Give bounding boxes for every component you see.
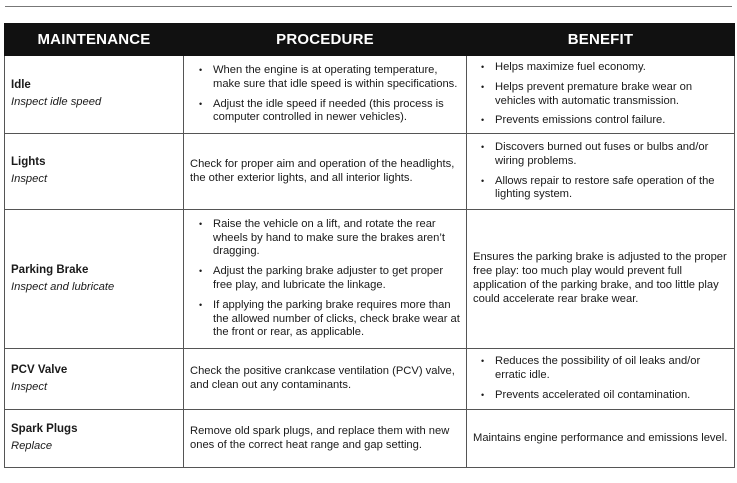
- table-row: [5, 56, 735, 134]
- header-procedure: PROCEDURE: [184, 24, 467, 56]
- maintenance-cell: [5, 210, 184, 349]
- procedure-bullet: • Adjust the parking brake adjuster to get proper free play, and lubricate the linkage.: [213, 265, 460, 293]
- maintenance-action: Inspect: [11, 173, 48, 185]
- benefit-bullet: • Helps maximize fuel economy.: [495, 61, 728, 75]
- procedure-cell: Check for proper aim and operation of the headlights, the other exterior lights, and all interior lights.: [184, 134, 467, 210]
- benefit-cell: Ensures the parking brake is adjusted to the proper free play: too much play would prevent full application of the parking brake, and too little play could accelerate rear brake wear.: [467, 210, 735, 349]
- maintenance-cell: [5, 134, 184, 210]
- benefit-bullet: • Discovers burned out fuses or bulbs and/or wiring problems.: [495, 141, 728, 169]
- benefit-cell: [467, 134, 735, 210]
- maintenance-item: Spark Plugs: [11, 423, 78, 436]
- procedure-bullet: • Raise the vehicle on a lift, and rotate the rear wheels by hand to make sure the brakes aren’t dragging.: [213, 218, 460, 259]
- procedure-bullet: • When the engine is at operating temperature, make sure that idle speed is within specifications.: [213, 64, 460, 92]
- benefit-cell: Maintains engine performance and emissions level.: [467, 410, 735, 468]
- maintenance-item: Idle: [11, 79, 31, 92]
- procedure-cell: Check the positive crankcase ventilation (PCV) valve, and clean out any contaminants.: [184, 349, 467, 410]
- benefit-bullet: • Prevents accelerated oil contamination.: [495, 389, 728, 403]
- procedure-cell: [184, 56, 467, 134]
- top-rule: [5, 6, 732, 7]
- table-row: [5, 410, 735, 468]
- procedure-cell: Remove old spark plugs, and replace them with new ones of the correct heat range and gap setting.: [184, 410, 467, 468]
- benefit-bullet: • Reduces the possibility of oil leaks and/or erratic idle.: [495, 355, 728, 383]
- header-maintenance: MAINTENANCE: [5, 24, 184, 56]
- benefit-bullet: • Allows repair to restore safe operation of the lighting system.: [495, 175, 728, 203]
- procedure-cell: [184, 210, 467, 349]
- table-row: [5, 349, 735, 410]
- maintenance-action: Replace: [11, 440, 53, 452]
- procedure-bullet: • If applying the parking brake requires more than the allowed number of clicks, check brake wear at the front or rear, as applicable.: [213, 299, 460, 340]
- table-row: [5, 134, 735, 210]
- maintenance-action: Inspect idle speed: [11, 96, 102, 108]
- benefit-bullet: • Helps prevent premature brake wear on vehicles with automatic transmission.: [495, 81, 728, 109]
- maintenance-table: [4, 23, 735, 468]
- header-benefit: BENEFIT: [467, 24, 735, 56]
- benefit-cell: [467, 56, 735, 134]
- maintenance-cell: [5, 349, 184, 410]
- maintenance-item: Parking Brake: [11, 263, 89, 276]
- maintenance-action: Inspect and lubricate: [11, 280, 115, 293]
- maintenance-cell: [5, 410, 184, 468]
- benefit-bullet: • Prevents emissions control failure.: [495, 114, 728, 128]
- header-row: [5, 24, 735, 56]
- maintenance-action: Inspect: [11, 380, 48, 393]
- maintenance-item: PCV Valve: [11, 363, 68, 376]
- table-row: [5, 210, 735, 349]
- benefit-cell: [467, 349, 735, 410]
- maintenance-item: Lights: [11, 156, 46, 169]
- maintenance-cell: [5, 56, 184, 134]
- procedure-bullet: • Adjust the idle speed if needed (this process is computer controlled in newer vehicles).: [213, 98, 460, 126]
